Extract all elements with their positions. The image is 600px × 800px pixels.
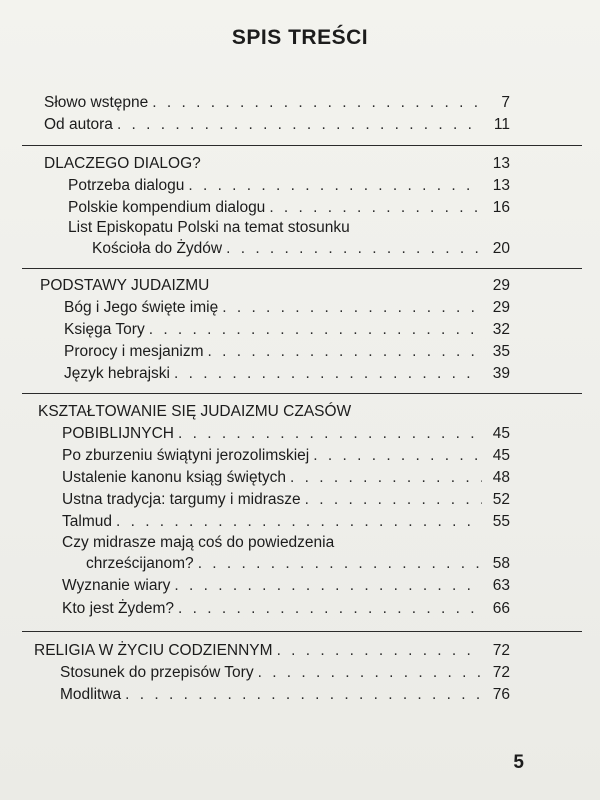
toc-entry: Potrzeba dialogu . . . 13 xyxy=(68,176,510,198)
toc-entry: Księga Tory . . . 32 xyxy=(64,320,510,342)
toc-section-heading: DLACZEGO DIALOG? 13 xyxy=(44,155,510,172)
toc-entry: Stosunek do przepisów Tory . . . 72 xyxy=(60,663,510,685)
toc-entry-line1: Czy midrasze mają coś do powiedzenia xyxy=(62,534,335,551)
toc-section-heading: PODSTAWY JUDAIZMU 29 xyxy=(40,277,510,294)
toc-entry: Modlitwa . . . 76 xyxy=(60,685,510,707)
toc-entry: Ustna tradycja: targumy i midrasze . . . 52 xyxy=(62,490,510,512)
toc-entry: Polskie kompendium dialogu . . . 16 xyxy=(68,198,510,220)
toc-entry: Bóg i Jego święte imię . . . 29 xyxy=(64,298,510,320)
toc-entry: Wyznanie wiary . . . 63 xyxy=(62,576,510,598)
toc-entry: Ustalenie kanonu ksiąg świętych . . . 48 xyxy=(62,468,510,490)
toc-section-heading: RELIGIA W ŻYCIU CODZIENNYM . . . 72 xyxy=(34,641,510,663)
toc-entry-line1: List Episkopatu Polski na temat stosunku xyxy=(68,219,350,236)
section-divider xyxy=(22,145,582,146)
section-divider xyxy=(22,268,582,269)
section-divider xyxy=(22,631,582,632)
page-title: SPIS TREŚCI xyxy=(231,26,369,49)
toc-section-heading: POBIBLIJNYCH . . . 45 xyxy=(62,424,510,446)
toc-entry: Po zburzeniu świątyni jerozolimskiej . . . 45 xyxy=(62,446,510,468)
toc-entry: Od autora . . . 11 xyxy=(44,115,510,137)
toc-section-heading-line1: KSZTAŁTOWANIE SIĘ JUDAIZMU CZASÓW xyxy=(38,403,352,420)
toc-entry: Kościoła do Żydów . . . 20 xyxy=(92,239,510,261)
toc-entry: Kto jest Żydem? . . . 66 xyxy=(62,599,510,621)
toc-entry: Słowo wstępne . . . 7 xyxy=(44,93,510,115)
page-number: 5 xyxy=(513,752,524,773)
toc-entry: Prorocy i mesjanizm . . . 35 xyxy=(64,342,510,364)
toc-entry: Język hebrajski . . . 39 xyxy=(64,364,510,386)
toc-entry: Talmud . . . 55 xyxy=(62,512,510,534)
section-divider xyxy=(22,393,582,394)
toc-entry: chrześcijanom? . . . 58 xyxy=(86,554,510,576)
